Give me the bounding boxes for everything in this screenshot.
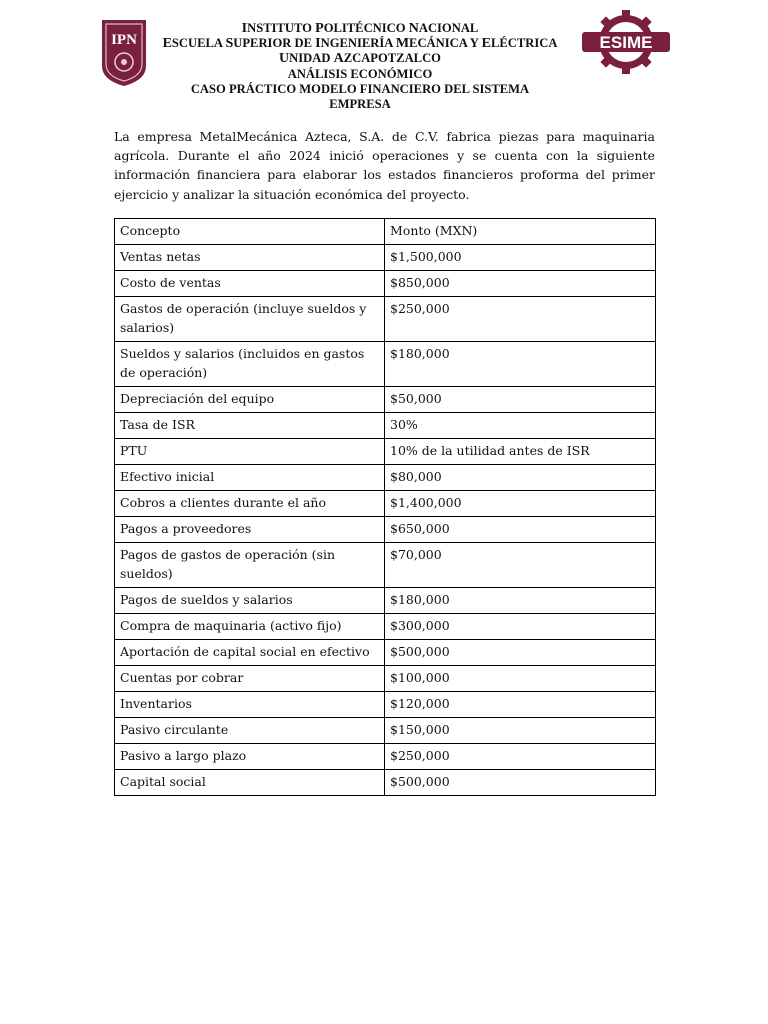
table-row	[115, 640, 656, 666]
concept-cell: Cuentas por cobrar	[115, 666, 385, 692]
amount-cell: $50,000	[385, 387, 656, 413]
table-row	[115, 387, 656, 413]
document-header	[160, 21, 560, 112]
concept-cell: Depreciación del equipo	[115, 387, 385, 413]
concept-cell: Pasivo circulante	[115, 718, 385, 744]
table-row	[115, 614, 656, 640]
table-row	[115, 770, 656, 796]
amount-cell: $180,000	[385, 342, 656, 387]
amount-cell: $150,000	[385, 718, 656, 744]
table-row	[115, 413, 656, 439]
concept-cell: Pagos a proveedores	[115, 517, 385, 543]
school-name: ESCUELA SUPERIOR DE INGENIERÍA MECÁNICA Y ELÉCTRICA	[162, 36, 558, 52]
concept-cell: Sueldos y salarios (incluidos en gastos de operación)	[115, 342, 385, 387]
amount-cell: $250,000	[385, 744, 656, 770]
table-row	[115, 666, 656, 692]
table-row	[115, 245, 656, 271]
table-row	[115, 744, 656, 770]
intro-paragraph: La empresa MetalMecánica Azteca, S.A. de C.V. fabrica piezas para maquinaria agrícola. Durante el año 2024 inició operaciones y se cuenta con la siguiente información financiera para elaborar los estados financieros proforma del primer ejercicio y analizar la situación económica del proyecto.	[114, 129, 655, 202]
concept-cell: Efectivo inicial	[115, 465, 385, 491]
concept-cell: Pagos de gastos de operación (sin sueldos)	[115, 543, 385, 588]
amount-cell: $500,000	[385, 640, 656, 666]
table-row	[115, 297, 656, 342]
column-header-concepto: Concepto	[115, 219, 385, 245]
amount-cell: $650,000	[385, 517, 656, 543]
table-row	[115, 718, 656, 744]
ipn-logo	[96, 18, 152, 88]
table-row	[115, 465, 656, 491]
amount-cell: $850,000	[385, 271, 656, 297]
amount-cell: 30%	[385, 413, 656, 439]
table-row	[115, 491, 656, 517]
financial-data-table	[114, 218, 656, 796]
table-row	[115, 588, 656, 614]
amount-cell: $120,000	[385, 692, 656, 718]
case-title-line2: EMPRESA	[329, 97, 391, 112]
concept-cell: PTU	[115, 439, 385, 465]
concept-cell: Gastos de operación (incluye sueldos y salarios)	[115, 297, 385, 342]
column-header-monto: Monto (MXN)	[385, 219, 656, 245]
concept-cell: Pasivo a largo plazo	[115, 744, 385, 770]
concept-cell: Inventarios	[115, 692, 385, 718]
concept-cell: Aportación de capital social en efectivo	[115, 640, 385, 666]
case-title-line1: CASO PRÁCTICO MODELO FINANCIERO DEL SISTEMA	[190, 81, 530, 96]
unit-name: UNIDAD AZCAPOTZALCO	[279, 51, 441, 67]
table-row	[115, 271, 656, 297]
amount-cell: $100,000	[385, 666, 656, 692]
svg-text:ESIME: ESIME	[599, 33, 653, 52]
concept-cell: Tasa de ISR	[115, 413, 385, 439]
concept-cell: Costo de ventas	[115, 271, 385, 297]
subject-title: ANÁLISIS ECONÓMICO	[287, 66, 433, 81]
table-row	[115, 342, 656, 387]
amount-cell: $80,000	[385, 465, 656, 491]
table-header-row	[115, 219, 656, 245]
amount-cell: 10% de la utilidad antes de ISR	[385, 439, 656, 465]
amount-cell: $300,000	[385, 614, 656, 640]
institution-name: INSTITUTO POLITÉCNICO NACIONAL	[241, 21, 479, 36]
amount-cell: $500,000	[385, 770, 656, 796]
esime-logo	[580, 10, 672, 74]
table-row	[115, 439, 656, 465]
amount-cell: $70,000	[385, 543, 656, 588]
table-row	[115, 543, 656, 588]
concept-cell: Pagos de sueldos y salarios	[115, 588, 385, 614]
concept-cell: Capital social	[115, 770, 385, 796]
amount-cell: $1,500,000	[385, 245, 656, 271]
concept-cell: Cobros a clientes durante el año	[115, 491, 385, 517]
concept-cell: Compra de maquinaria (activo fijo)	[115, 614, 385, 640]
svg-text:IPN: IPN	[111, 32, 137, 48]
amount-cell: $180,000	[385, 588, 656, 614]
table-row	[115, 517, 656, 543]
amount-cell: $250,000	[385, 297, 656, 342]
table-row	[115, 692, 656, 718]
amount-cell: $1,400,000	[385, 491, 656, 517]
concept-cell: Ventas netas	[115, 245, 385, 271]
